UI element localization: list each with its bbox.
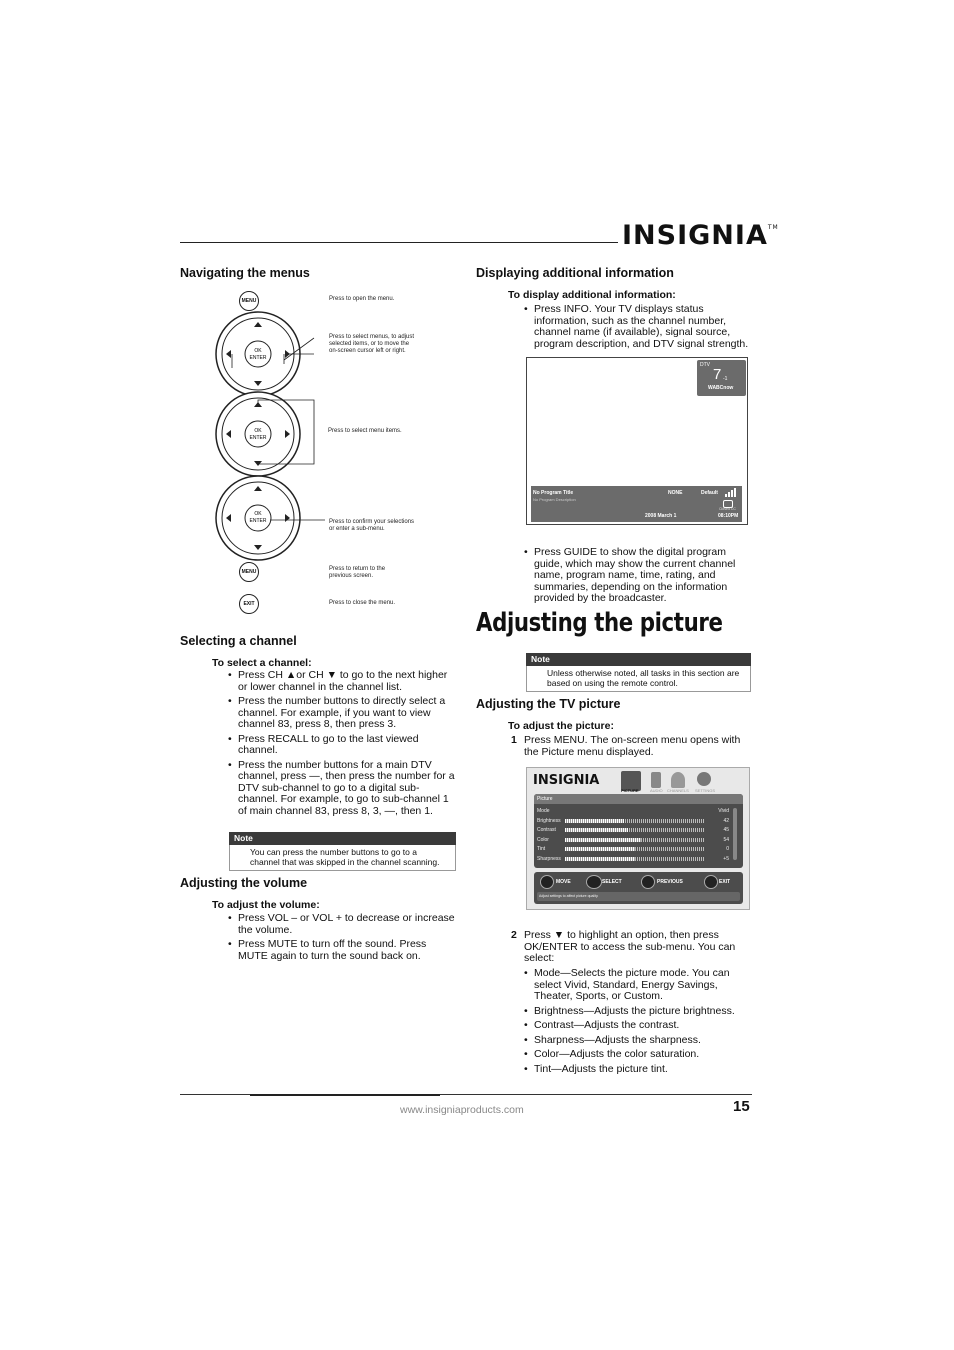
menu-row-value: 42 [723, 817, 729, 824]
menu-row-value: 54 [723, 836, 729, 843]
page-number: 15 [733, 1098, 750, 1115]
menu-button-icon: MENU [239, 291, 259, 311]
menu-row[interactable] [534, 836, 729, 845]
menu-row-label: Tint [537, 846, 546, 852]
remote-diagram [210, 288, 450, 618]
menu-row-slider[interactable] [565, 857, 705, 861]
note-text: Unless otherwise noted, all tasks in this section are based on using the remote control. [526, 666, 751, 692]
nav-select: SELECT [602, 879, 622, 885]
tab-audio[interactable]: AUDIO [650, 788, 663, 793]
svg-text:OK: OK [254, 511, 262, 517]
caption-confirm: Press to confirm your selections or enter a sub-menu. [329, 519, 415, 532]
list-item: • Press RECALL to go to the last viewed channel. [228, 734, 456, 757]
time: 08:10PM [718, 513, 739, 519]
rating: NONE [668, 490, 683, 496]
move-icon [540, 875, 554, 889]
channel-number: 7 [713, 366, 722, 383]
svg-text:ENTER: ENTER [249, 355, 267, 361]
step2-number: 2 [511, 929, 517, 941]
list-item: • Sharpness—Adjusts the sharpness. [524, 1035, 752, 1047]
menu-row-label: Sharpness [537, 855, 561, 862]
list-item: • Press CH ▲or CH ▼ to go to the next higher or lower channel in the channel list. [228, 670, 456, 693]
list-item: • Press GUIDE to show the digital program guide, which may show the current channel name, program name, time, rating, and summaries, depending on the information provided by the broadcaster. [524, 547, 752, 605]
menu-row-slider[interactable] [565, 847, 705, 851]
footer-url[interactable]: www.insigniaproducts.com [400, 1104, 524, 1116]
program-title: No Program Title [533, 490, 574, 496]
menu-row[interactable] [534, 826, 729, 835]
dtv-label: DTV [700, 362, 710, 368]
menu-row-slider[interactable] [565, 838, 705, 842]
menu-button-icon-2: MENU [239, 562, 259, 582]
exit-icon [704, 875, 718, 889]
nav-bar [534, 872, 743, 904]
dpad-3 [216, 476, 325, 560]
selecting-list [228, 670, 456, 820]
navigating-title: Navigating the menus [180, 266, 310, 280]
nav-exit: EXIT [719, 879, 731, 885]
step2-text: Press ▼ to highlight an option, then press OK/ENTER to access the sub-menu. You can select: [524, 929, 736, 964]
scrollbar[interactable] [733, 808, 737, 860]
program-desc: No Program Description [533, 497, 576, 502]
menu-row[interactable] [534, 845, 729, 854]
list-item: • Color—Adjusts the color saturation. [524, 1049, 752, 1061]
help-text: Adjust settings to affect picture quality. [539, 894, 599, 898]
svg-text:OK: OK [254, 428, 262, 434]
volume-list [228, 913, 456, 965]
list-item: • Brightness—Adjusts the picture brightness. [524, 1006, 752, 1018]
selecting-title: Selecting a channel [180, 634, 297, 648]
subchannel: -1 [723, 376, 728, 382]
menu-icon [641, 875, 655, 889]
list-item: • Press MUTE to turn off the sound. Press MUTE again to turn the sound back on. [228, 939, 456, 962]
footer-rule-accent [250, 1094, 440, 1096]
list-item: • Press the number buttons for a main DTV channel, press —, then press the number for a DTV sub-channel to go to a digital sub-channel. For example, to go to sub-channel 1 of main channel 83, press 8, 3, —, then 1. [228, 760, 456, 818]
note-text: You can press the number buttons to go to a channel that was skipped in the channel scanning. [229, 845, 456, 871]
volume-title: Adjusting the volume [180, 876, 308, 890]
list-item: • Press INFO. Your TV displays status information, such as the channel number, channel name (if available), signal source, program description, and DTV signal strength. [524, 304, 752, 350]
date: 2008 March 1 [645, 513, 677, 519]
list-item: • Mode—Selects the picture mode. You can select Vivid, Standard, Energy Savings, Theater, Sports, or Custom. [524, 968, 752, 1003]
adjusting-note [526, 653, 751, 692]
picture-panel [534, 794, 743, 868]
caption-open-menu: Press to open the menu. [329, 296, 395, 302]
station-name: WABCnow [708, 385, 734, 391]
ok-icon [586, 875, 602, 889]
signal-strength-icon [725, 488, 739, 497]
step1-text: Press MENU. The on-screen menu opens with the Picture menu displayed. [524, 734, 741, 758]
note-label: Note [526, 653, 751, 666]
caption-select-items: Press to select menu items. [328, 428, 402, 434]
menu-row-value: Vivid [718, 808, 729, 814]
caption-close: Press to close the menu. [329, 600, 396, 606]
tab-channels[interactable]: CHANNELS [667, 788, 689, 793]
display-info-list-2 [524, 547, 752, 608]
nav-previous: PREVIOUS [657, 879, 683, 885]
header-rule [180, 242, 618, 243]
menu-row-value: +5 [723, 855, 729, 862]
display-info-title: Displaying additional information [476, 266, 674, 280]
menu-row[interactable] [534, 855, 729, 864]
menu-row-label: Brightness [537, 817, 561, 824]
step1-number: 1 [511, 734, 517, 746]
channel-box [697, 360, 746, 396]
info-bar [531, 486, 742, 522]
display-info-list-1 [524, 304, 752, 353]
svg-text:OK: OK [254, 348, 262, 354]
dpad-2 [216, 392, 314, 476]
menu-row-label: Contrast [537, 827, 556, 833]
list-item: • Contrast—Adjusts the contrast. [524, 1020, 752, 1032]
tv-picture-list [524, 968, 752, 1078]
info-screen [526, 357, 748, 525]
tv-picture-title: Adjusting the TV picture [476, 697, 621, 711]
menu-row-label: Color [537, 836, 549, 843]
nav-move: MOVE [556, 879, 571, 885]
list-item: • Press the number buttons to directly select a channel. For example, if you want to view channel 83, press 8, then press 3. [228, 696, 456, 731]
svg-text:ENTER: ENTER [249, 518, 267, 524]
menu-row-slider[interactable] [565, 819, 705, 823]
svg-text:ENTER: ENTER [249, 435, 267, 441]
note-label: Note [229, 832, 456, 845]
list-item: • Press VOL – or VOL + to decrease or increase the volume. [228, 913, 456, 936]
menu-row-value: 45 [723, 827, 729, 833]
menu-row-slider[interactable] [565, 828, 705, 832]
display-info-subtitle: To display additional information: [508, 289, 676, 301]
caption-return: Press to return to the previous screen. [329, 566, 386, 579]
channels-tab-icon[interactable] [671, 772, 685, 788]
menu-row[interactable] [534, 817, 729, 826]
closed-caption-label: Closed CC [719, 507, 736, 511]
menu-logo: INSIGNIA [533, 773, 600, 788]
tab-settings[interactable]: SETTINGS [695, 788, 716, 793]
menu-row-value: 0 [726, 846, 729, 852]
tab-picture[interactable]: PICTURE [621, 788, 639, 793]
picture-menu-screen [526, 767, 750, 910]
selecting-subtitle: To select a channel: [212, 657, 312, 669]
panel-title: Picture [537, 796, 553, 802]
dpad-1 [216, 312, 314, 396]
adjusting-picture-title: Adjusting the picture [476, 608, 723, 638]
insignia-logo: INSIGNIA™ [622, 220, 779, 251]
caption-select-adjust: Press to select menus, to adjust selected items, or to move the on-screen cursor left or right. [329, 334, 415, 354]
list-item: • Tint—Adjusts the picture tint. [524, 1064, 752, 1076]
exit-button-icon: EXIT [239, 594, 259, 614]
volume-subtitle: To adjust the volume: [212, 899, 320, 911]
menu-row[interactable] [534, 807, 729, 816]
menu-row-label: Mode [537, 808, 550, 814]
tv-picture-subtitle: To adjust the picture: [508, 720, 614, 732]
picture-mode: Default [701, 490, 718, 496]
audio-tab-icon[interactable] [651, 772, 661, 788]
settings-tab-icon[interactable] [697, 772, 711, 786]
selecting-note [229, 832, 456, 871]
